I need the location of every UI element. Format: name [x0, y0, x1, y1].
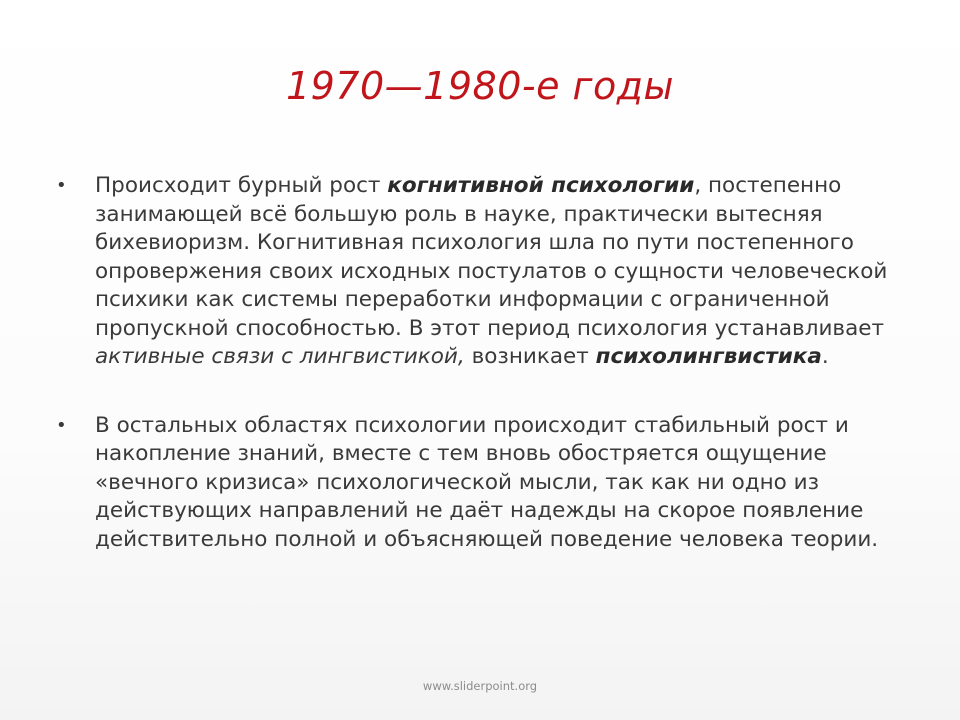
- emphasis-cognitive-psychology: когнитивной психологии: [387, 173, 695, 198]
- emphasis-psycholinguistics: психолингвистика: [595, 344, 822, 369]
- emphasis-linguistics-links: активные связи с лингвистикой,: [95, 344, 465, 369]
- footer-watermark: www.sliderpoint.org: [422, 679, 538, 693]
- bullet-marker: •: [56, 414, 67, 436]
- bullet-item-cognitive: [56, 172, 906, 372]
- text-segment: , постепенно занимающей всё большую роль в науке, практически вытесняя бихевиоризм. Когнитивная психология шла по пути постепенного опровержения своих исходных постулатов о сущности человеческой психики как системы переработки информации с ограниченной пропускной способностью. В этот период психология устанавливает: [95, 173, 888, 341]
- bullet-text: В остальных областях психологии происходит стабильный рост и накопление знаний, вместе с тем вновь обостряется ощущение «вечного кризиса» психологической мысли, так как ни одно из действующих направлений не даёт надежды на скорое появление действительно полной и объясняющей поведение человека теории.: [95, 412, 879, 552]
- slide-title: 1970—1980-е годы: [285, 64, 675, 108]
- text-segment: возникает: [464, 344, 596, 369]
- bullet-text: [95, 173, 887, 369]
- slide-content: [56, 172, 906, 554]
- text-segment: Происходит бурный рост: [95, 173, 388, 198]
- text-segment: .: [821, 344, 829, 369]
- bullet-marker: •: [56, 175, 67, 196]
- bullet-item-crisis: [56, 412, 906, 555]
